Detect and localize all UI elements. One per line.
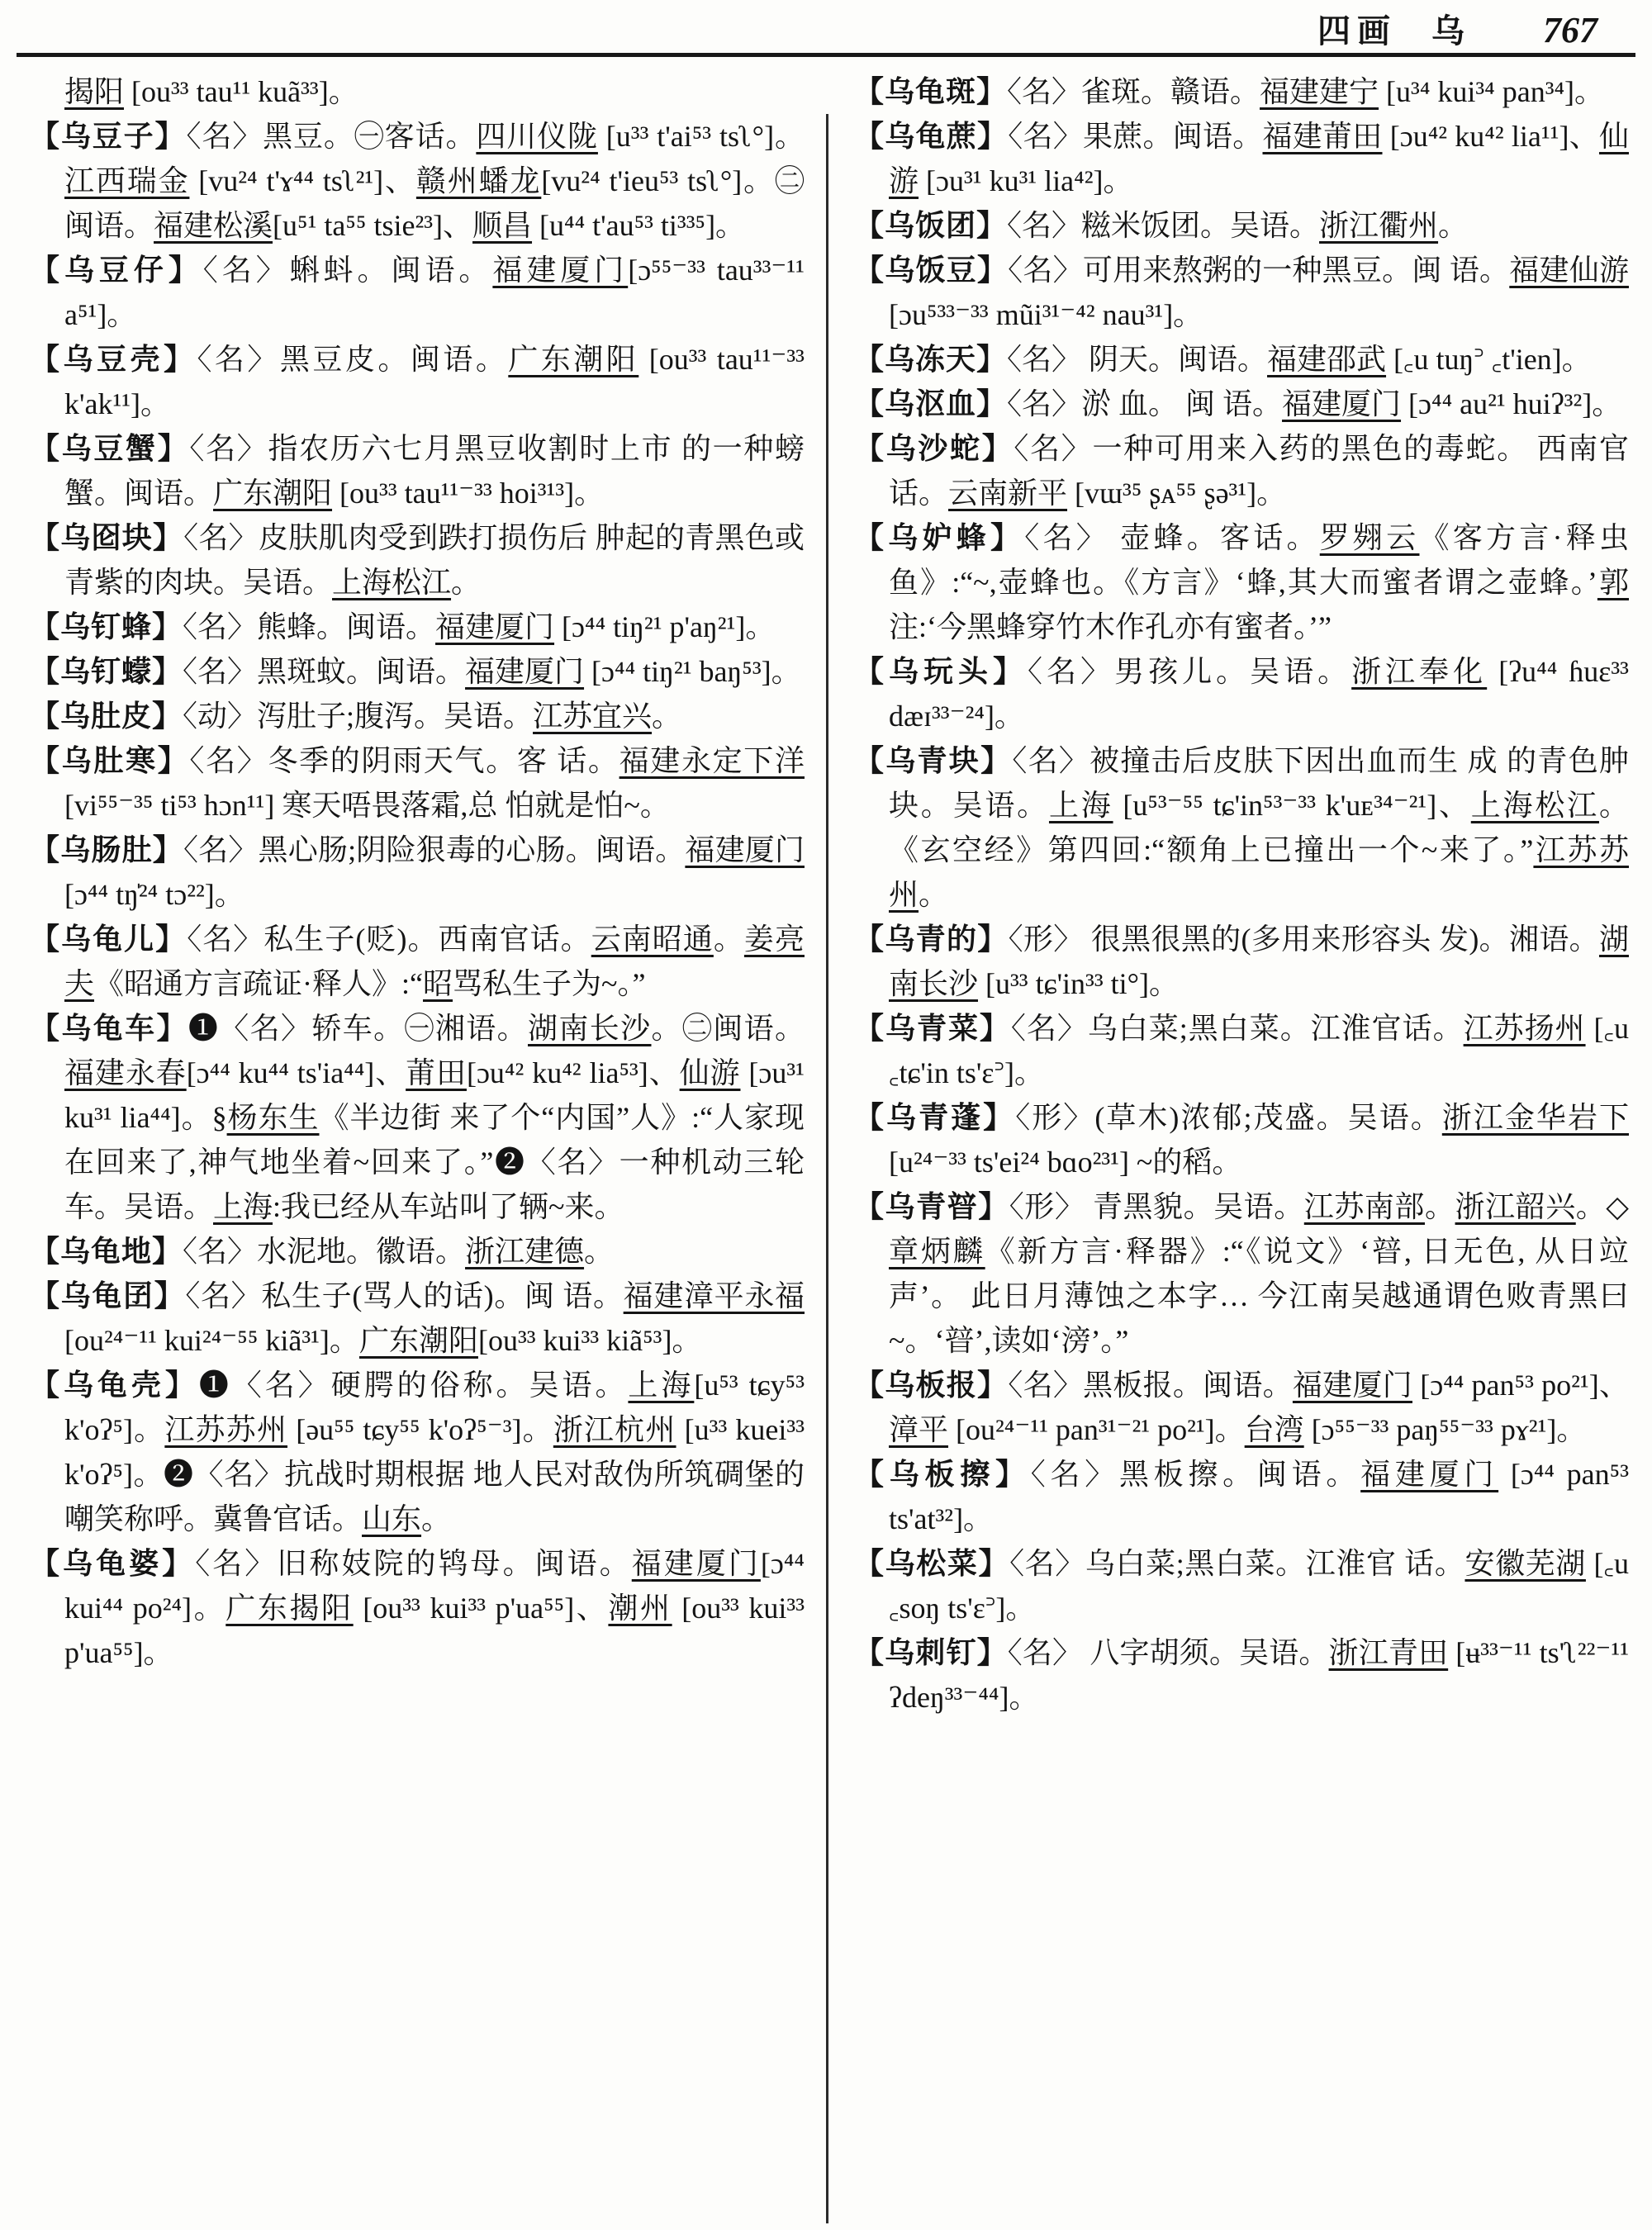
entry-headword: 【乌钉蜂】 (30, 610, 183, 643)
entry-headword: 【乌肚皮】 (30, 700, 183, 733)
entry-text: [ʔu⁴⁴ ɦuɛ³³ dæɪ³³⁻²⁴]。 (889, 655, 1629, 733)
place-name: 漳平 (889, 1413, 949, 1446)
entry-text: [ou³³ kui³³ p'ua⁵⁵]、 (353, 1592, 609, 1625)
entry-text: [ou³³ tau¹¹⁻³³ k'ak¹¹]。 (64, 343, 805, 420)
entry-text: [ou³³ kui³³ kiã⁵³]。 (477, 1324, 702, 1357)
entry-headword: 【乌青的】 (854, 923, 1009, 956)
place-name: 杨东生 (226, 1101, 320, 1134)
dict-entry (854, 114, 1629, 203)
entry-text: [u⁵³⁻⁵⁵ tɕ'in⁵³⁻³³ k'uᴇ³⁴⁻²¹]、 (1113, 789, 1471, 822)
place-name: 顺昌 (472, 209, 533, 242)
place-name: 福建永春 (64, 1056, 187, 1089)
entry-text: 〈名〉熊蜂。闽语。 (183, 610, 436, 643)
place-name: 浙江建德 (465, 1235, 585, 1268)
entry-text: [vu²⁴ t'ieu⁵³ tsʅ°]。㊁闽语。 (64, 164, 805, 242)
entry-text: [ɔ⁴⁴ pan⁵³ po²¹]、 (1412, 1369, 1629, 1402)
dict-entry (30, 1363, 805, 1541)
entry-headword: 【乌冻天】 (854, 343, 1008, 376)
dict-entry (854, 1184, 1629, 1363)
dict-entry (30, 605, 805, 649)
dict-entry (30, 248, 805, 337)
place-name: 江苏扬州 (1463, 1012, 1586, 1045)
entry-text: 《新方言·释器》:“《说文》‘暜, 日无色, 从日竝声’。 此日月薄蚀之本字… 今江南吴越通谓色败青黑曰~。‘暜’,读如‘滂’。” (889, 1235, 1629, 1357)
entry-text: [ɔ⁴⁴ pan⁵³ ts'at³²]。 (889, 1458, 1629, 1535)
place-name: 浙江韶兴 (1455, 1190, 1576, 1223)
entry-text: :我已经从车站叫了辆~来。 (273, 1190, 624, 1223)
place-name: 仙游 (889, 120, 1629, 197)
entry-headword: 【乌青块】 (854, 744, 1013, 777)
entry-headword: 【乌龟斑】 (854, 75, 1008, 108)
entry-text: [ɔ⁴⁴ au²¹ huiʔ³²]。 (1401, 387, 1622, 420)
entry-text: [ʉ³³⁻¹¹ ts'ʅ²²⁻¹¹ ʔdeŋ³³⁻⁴⁴]。 (889, 1636, 1629, 1714)
header-rule (17, 53, 1635, 57)
entry-text: [ou²⁴⁻¹¹ pan³¹⁻²¹ po²¹]。 (948, 1413, 1245, 1446)
entry-text: 。 (1438, 209, 1469, 242)
entry-text: 骂私生子为~。” (453, 967, 646, 1000)
entry-text: [ɔ⁴⁴ kui⁴⁴ po²⁴]。 (64, 1547, 805, 1625)
entry-text: 注:‘今黑蜂穿竹木作孔亦有蜜者。’” (889, 610, 1332, 643)
entry-text: [əu⁵⁵ tɕy⁵⁵ k'oʔ⁵⁻³]。 (287, 1413, 553, 1446)
place-name: 上海 (1048, 789, 1113, 822)
entry-text: 〈名〉水泥地。徽语。 (183, 1235, 466, 1268)
entry-headword: 【乌饭豆】 (854, 254, 1009, 287)
entry-text: 。 (584, 1235, 615, 1268)
entry-text: 〈名〉冬季的阴雨天气。客 话。 (189, 744, 620, 777)
dict-entry (854, 917, 1629, 1006)
entry-headword: 【乌龟车】 (30, 1012, 188, 1045)
entry-text: 〈名〉淤 血。 闽 语。 (1007, 387, 1283, 420)
entry-text: 。 (1424, 1190, 1455, 1223)
entry-text: [u³³ kuei³³ k'oʔ⁵]。❷〈名〉抗战时期根据 地人民对敌伪所筑碉堡的嘲笑称呼。冀鲁官话。 (64, 1413, 805, 1535)
entry-text: 《昭通方言疏证·释人》:“ (94, 967, 423, 1000)
entry-text: 〈名〉乌白菜;黑白菜。江淮官话。 (1010, 1012, 1464, 1045)
entry-text: [vɯ³⁵ ʂᴀ⁵⁵ ʂə³¹]。 (1067, 477, 1287, 510)
entry-text: 〈名〉 八字胡须。吴语。 (1007, 1636, 1329, 1669)
dict-entry-continuation (30, 69, 805, 114)
entry-headword: 【乌豆蟹】 (30, 432, 190, 465)
entry-text: [ɔ⁵⁵⁻³³ paŋ⁵⁵⁻³³ pɤ²¹]。 (1303, 1413, 1587, 1446)
entry-headword: 【乌沤血】 (854, 387, 1008, 420)
dict-entry (854, 1630, 1629, 1720)
entry-text: [ɔu⁵³³⁻³³ mũi³¹⁻⁴² nau³¹]。 (889, 298, 1203, 331)
entry-headword: 【乌板擦】 (854, 1458, 1031, 1491)
place-name: 江苏苏州 (889, 833, 1629, 911)
dict-entry (30, 694, 805, 738)
place-name: 章炳麟 (889, 1235, 985, 1268)
entry-text: 〈名〉皮肤肌肉受到跌打损伤后 肿起的青黑色或青紫的肉块。吴语。 (64, 521, 805, 599)
place-name: 浙江金华岩下 (1441, 1101, 1629, 1134)
entry-text: 〈名〉糍米饭团。吴语。 (1007, 209, 1320, 242)
place-name: 安徽芜湖 (1464, 1547, 1586, 1580)
entry-headword: 【乌青暜】 (854, 1190, 1009, 1223)
place-name: 湖南长沙 (527, 1012, 652, 1045)
dict-entry (854, 203, 1629, 248)
entry-headword: 【乌豆仔】 (30, 254, 203, 287)
dict-entry (854, 1452, 1629, 1541)
entry-headword: 【乌钉蠓】 (30, 655, 183, 688)
place-name: 江苏苏州 (164, 1413, 288, 1446)
dict-entry (854, 1006, 1629, 1095)
entry-text: 〈名〉旧称妓院的鸨母。闽语。 (195, 1547, 632, 1580)
entry-text: 〈名〉 阴天。闽语。 (1007, 343, 1268, 376)
entry-text: [ɔ⁴⁴ tiŋ²¹ p'aŋ²¹]。 (554, 610, 776, 643)
page-header (0, 5, 1597, 52)
entry-text: [ou²⁴⁻¹¹ kui²⁴⁻⁵⁵ kiã³¹]。 (64, 1324, 359, 1357)
entry-headword: 【乌龟儿】 (30, 923, 188, 956)
entry-headword: 【乌龟蔗】 (854, 120, 1009, 153)
entry-text: 〈名〉黑斑蚊。闽语。 (183, 655, 466, 688)
entry-headword: 【乌豆子】 (30, 120, 187, 153)
entry-headword: 【乌沙蛇】 (854, 432, 1014, 465)
place-name: 福建厦门 (1282, 387, 1402, 420)
column-right (854, 69, 1629, 2227)
place-name: 浙江奉化 (1351, 655, 1488, 688)
section-label: 四画 (1317, 12, 1397, 50)
entry-text: 〈名〉男孩儿。吴语。 (1028, 655, 1352, 688)
place-name: 广东潮阳 (213, 477, 333, 510)
dict-entry (854, 1541, 1629, 1630)
entry-text: 〈名〉黑心肠;阴险狠毒的心肠。闽语。 (183, 833, 686, 866)
entry-text: 《客方言·释虫鱼》:“~,壶蜂也。《方言》‘蜂,其大而蜜者谓之壶蜂。’ (889, 521, 1629, 599)
place-name: 福建厦门 (465, 655, 585, 688)
entry-text: 〈名〉黑板报。闽语。 (1008, 1369, 1293, 1402)
dict-entry (30, 337, 805, 426)
entry-text: 〈名〉乌白菜;黑白菜。江淮官 话。 (1009, 1547, 1465, 1580)
place-name: 赣州蟠龙 (415, 164, 542, 197)
dict-entry (854, 649, 1629, 738)
entry-text: 〈形〉 很黑很黑的(多用来形容头 发)。湘语。 (1008, 923, 1599, 956)
place-name: 上海 (213, 1190, 273, 1223)
place-name: 江苏宜兴 (533, 700, 653, 733)
entry-text: 《半边街 来了个“内国”人》:“人家现在回来了,神气地坐着~回来了。”❷〈名〉一种机动三轮车。吴语。 (64, 1101, 805, 1223)
place-name: 福建松溪 (154, 209, 273, 242)
place-name: 福建厦门 (685, 833, 805, 866)
place-name: 台湾 (1244, 1413, 1304, 1446)
radical-label: 乌 (1431, 12, 1464, 50)
place-name: 上海 (628, 1369, 695, 1402)
place-name: 郭 (1597, 566, 1629, 599)
entry-text: 。 (919, 878, 949, 911)
entry-text: [u³³ tɕ'in³³ ti°]。 (978, 967, 1180, 1000)
page-number: 767 (1543, 10, 1597, 50)
entry-text: [꜀u ꜀tɕ'in ts'ɛ꜄]。 (889, 1012, 1629, 1089)
entry-text: 。 (421, 1502, 452, 1535)
place-name: 揭阳 (64, 75, 125, 108)
entry-headword: 【乌龟地】 (30, 1235, 183, 1268)
place-name: 潮州 (608, 1592, 672, 1625)
entry-headword: 【乌板报】 (854, 1369, 1009, 1402)
entry-text: 〈动〉泻肚子;腹泻。吴语。 (183, 700, 534, 733)
place-name: 湖南长沙 (889, 923, 1629, 1000)
column-left (30, 69, 805, 2227)
dict-entry (854, 738, 1629, 917)
place-name: 云南昭通 (591, 923, 714, 956)
entry-text: ❶〈名〉轿车。㊀湘语。 (188, 1012, 528, 1045)
entry-text: 〈名〉黑豆。㊀客话。 (186, 120, 477, 153)
dict-entry (854, 515, 1629, 649)
dict-entry (30, 649, 805, 694)
entry-text: [ɔu⁴² ku⁴² lia¹¹]、 (1382, 120, 1599, 153)
place-name: 浙江青田 (1328, 1636, 1449, 1669)
dict-entry (854, 382, 1629, 426)
entry-text: [ou³³ tau¹¹ kuã³³]。 (124, 75, 358, 108)
place-name: 浙江杭州 (553, 1413, 676, 1446)
entry-text: 〈名〉被撞击后皮肤下因出血而生 成 的青色肿块。吴语。 (889, 744, 1629, 822)
place-name: 云南新平 (948, 477, 1068, 510)
entry-text: 〈名〉 壶蜂。客话。 (1024, 521, 1320, 554)
entry-text: [u⁴⁴ t'au⁵³ ti³³⁵]。 (532, 209, 746, 242)
place-name: 江苏南部 (1303, 1190, 1425, 1223)
entry-text: 〈名〉黑板擦。闽语。 (1030, 1458, 1361, 1491)
place-name: 福建莆田 (1262, 120, 1383, 153)
entry-text: 〈名〉一种可用来入药的黑色的毒蛇。 西南官话。 (889, 432, 1629, 510)
dict-entry (854, 1095, 1629, 1184)
entry-text: [u³³ t'ai⁵³ tsʅ°]。 (597, 120, 805, 153)
entry-headword: 【乌妒蜂】 (854, 521, 1025, 554)
entry-text: [ou³³ kui³³ p'ua⁵⁵]。 (64, 1592, 805, 1669)
entry-headword: 【乌玩头】 (854, 655, 1028, 688)
place-name: 福建厦门 (492, 254, 629, 287)
entry-text: [ɔu³¹ ku³¹ lia⁴⁴]。§ (64, 1056, 805, 1134)
entry-text: 。㊁闽语。 (651, 1012, 805, 1045)
place-name: 昭 (423, 967, 453, 1000)
place-name: 福建厦门 (1292, 1369, 1412, 1402)
entry-text: 〈名〉私生子(骂人的话)。闽 语。 (185, 1279, 624, 1312)
entry-text: 〈名〉指农历六七月黑豆收割时上市 的一种螃蟹。闽语。 (64, 432, 805, 510)
place-name: 广东揭阳 (225, 1592, 354, 1625)
entry-text: [u²⁴⁻³³ ts'ei²⁴ bɑo²³¹] ~的稻。 (889, 1146, 1242, 1179)
dict-entry (854, 1363, 1629, 1452)
entry-headword: 【乌龟壳】 (30, 1369, 199, 1402)
entry-text: 。◇ (1575, 1190, 1629, 1223)
entry-text: [꜀u tuŋ꜄ ꜀t'ien]。 (1386, 343, 1592, 376)
entry-text: [u⁵¹ ta⁵⁵ tsie²³]、 (273, 209, 473, 242)
dict-entry (30, 1006, 805, 1229)
place-name: 福建漳平永福 (623, 1279, 805, 1312)
place-name: 福建建宁 (1260, 75, 1379, 108)
place-name: 广东潮阳 (358, 1324, 478, 1357)
entry-text: [ou³³ tau¹¹⁻³³ hoi³¹³]。 (332, 477, 605, 510)
entry-headword: 【乌肠肚】 (30, 833, 183, 866)
place-name: 福建永定下洋 (619, 744, 805, 777)
dict-entry (854, 426, 1629, 515)
place-name: 上海松江 (332, 566, 452, 599)
place-name: 莆田 (406, 1056, 467, 1089)
entry-text: 〈形〉 青黑貌。吴语。 (1009, 1190, 1304, 1223)
dict-entry (30, 515, 805, 605)
dict-entry (30, 738, 805, 828)
entry-text: 。 (652, 700, 682, 733)
entry-text: [u⁵³ tɕy⁵³ k'oʔ⁵]。 (64, 1369, 805, 1446)
entry-text: [vi⁵⁵⁻³⁵ ti⁵³ hɔn¹¹] 寒天唔畏落霜,总 怕就是怕~。 (64, 789, 670, 822)
entry-text: [꜀u ꜀soŋ ts'ɛ꜄]。 (889, 1547, 1629, 1625)
entry-headword: 【乌青蓬】 (854, 1101, 1016, 1134)
dict-entry (30, 1229, 805, 1274)
dict-entry (30, 1274, 805, 1363)
entry-text: 。 (451, 566, 482, 599)
entry-text: 。《玄空经》第四回:“额角上已撞出一个~来了。” (889, 789, 1629, 866)
entry-text: 。 (713, 923, 744, 956)
entry-text: [ɔ⁴⁴ ku⁴⁴ ts'ia⁴⁴]、 (186, 1056, 406, 1089)
place-name: 福建厦门 (1360, 1458, 1499, 1491)
entry-headword: 【乌肚寒】 (30, 744, 190, 777)
place-name: 福建邵武 (1267, 343, 1387, 376)
entry-text: [ɔ⁵⁵⁻³³ tau³³⁻¹¹ a⁵¹]。 (64, 254, 805, 331)
text-columns (30, 69, 1629, 2227)
place-name: 福建厦门 (631, 1547, 761, 1580)
entry-text: 〈形〉(草木)浓郁;茂盛。吴语。 (1015, 1101, 1442, 1134)
entry-text: 〈名〉黑豆皮。闽语。 (197, 343, 509, 376)
dict-entry (30, 114, 805, 248)
entry-text: ❶〈名〉硬腭的俗称。吴语。 (198, 1369, 629, 1402)
dict-entry (30, 828, 805, 917)
place-name: 福建厦门 (435, 610, 555, 643)
entry-text: 〈名〉蝌蚪。闽语。 (202, 254, 493, 287)
place-name: 山东 (362, 1502, 422, 1535)
entry-text: [ɔu³¹ ku³¹ lia⁴²]。 (919, 164, 1133, 197)
place-name: 姜亮夫 (64, 923, 805, 1000)
entry-headword: 【乌囵块】 (30, 521, 184, 554)
place-name: 广东潮阳 (508, 343, 639, 376)
entry-text: 〈名〉雀斑。赣语。 (1007, 75, 1260, 108)
dict-entry (854, 337, 1629, 382)
entry-headword: 【乌饭团】 (854, 209, 1008, 242)
place-name: 福建仙游 (1509, 254, 1629, 287)
place-name: 江西瑞金 (64, 164, 190, 197)
entry-text: [ɔ⁴⁴ tŋ̍²⁴ tɔ²²]。 (64, 878, 244, 911)
entry-text: 〈名〉果蔗。闽语。 (1008, 120, 1263, 153)
entry-headword: 【乌松菜】 (854, 1547, 1010, 1580)
entry-headword: 【乌刺钉】 (854, 1636, 1008, 1669)
entry-text: 〈名〉私生子(贬)。西南官话。 (187, 923, 591, 956)
entry-text: [u³⁴ kui³⁴ pan³⁴]。 (1379, 75, 1605, 108)
entry-headword: 【乌豆壳】 (30, 343, 197, 376)
dict-entry (30, 426, 805, 515)
entry-text: [ɔ⁴⁴ tiŋ²¹ baŋ⁵³]。 (584, 655, 801, 688)
place-name: 四川仪陇 (476, 120, 598, 153)
dict-entry (854, 69, 1629, 114)
entry-headword: 【乌青菜】 (854, 1012, 1011, 1045)
dict-entry (30, 917, 805, 1006)
entry-text: [ɔu⁴² ku⁴² lia⁵³]、 (466, 1056, 680, 1089)
entry-text: [vu²⁴ t'ɤ⁴⁴ tsʅ²¹]、 (189, 164, 416, 197)
entry-text: 〈名〉可用来熬粥的一种黑豆。闽 语。 (1008, 254, 1510, 287)
dict-entry (30, 1541, 805, 1675)
entry-headword: 【乌龟囝】 (30, 1279, 186, 1312)
place-name: 罗翙云 (1319, 521, 1420, 554)
entry-headword: 【乌龟婆】 (30, 1547, 196, 1580)
place-name: 浙江衢州 (1319, 209, 1439, 242)
place-name: 上海松江 (1470, 789, 1599, 822)
place-name: 仙游 (679, 1056, 741, 1089)
dict-entry (854, 248, 1629, 337)
